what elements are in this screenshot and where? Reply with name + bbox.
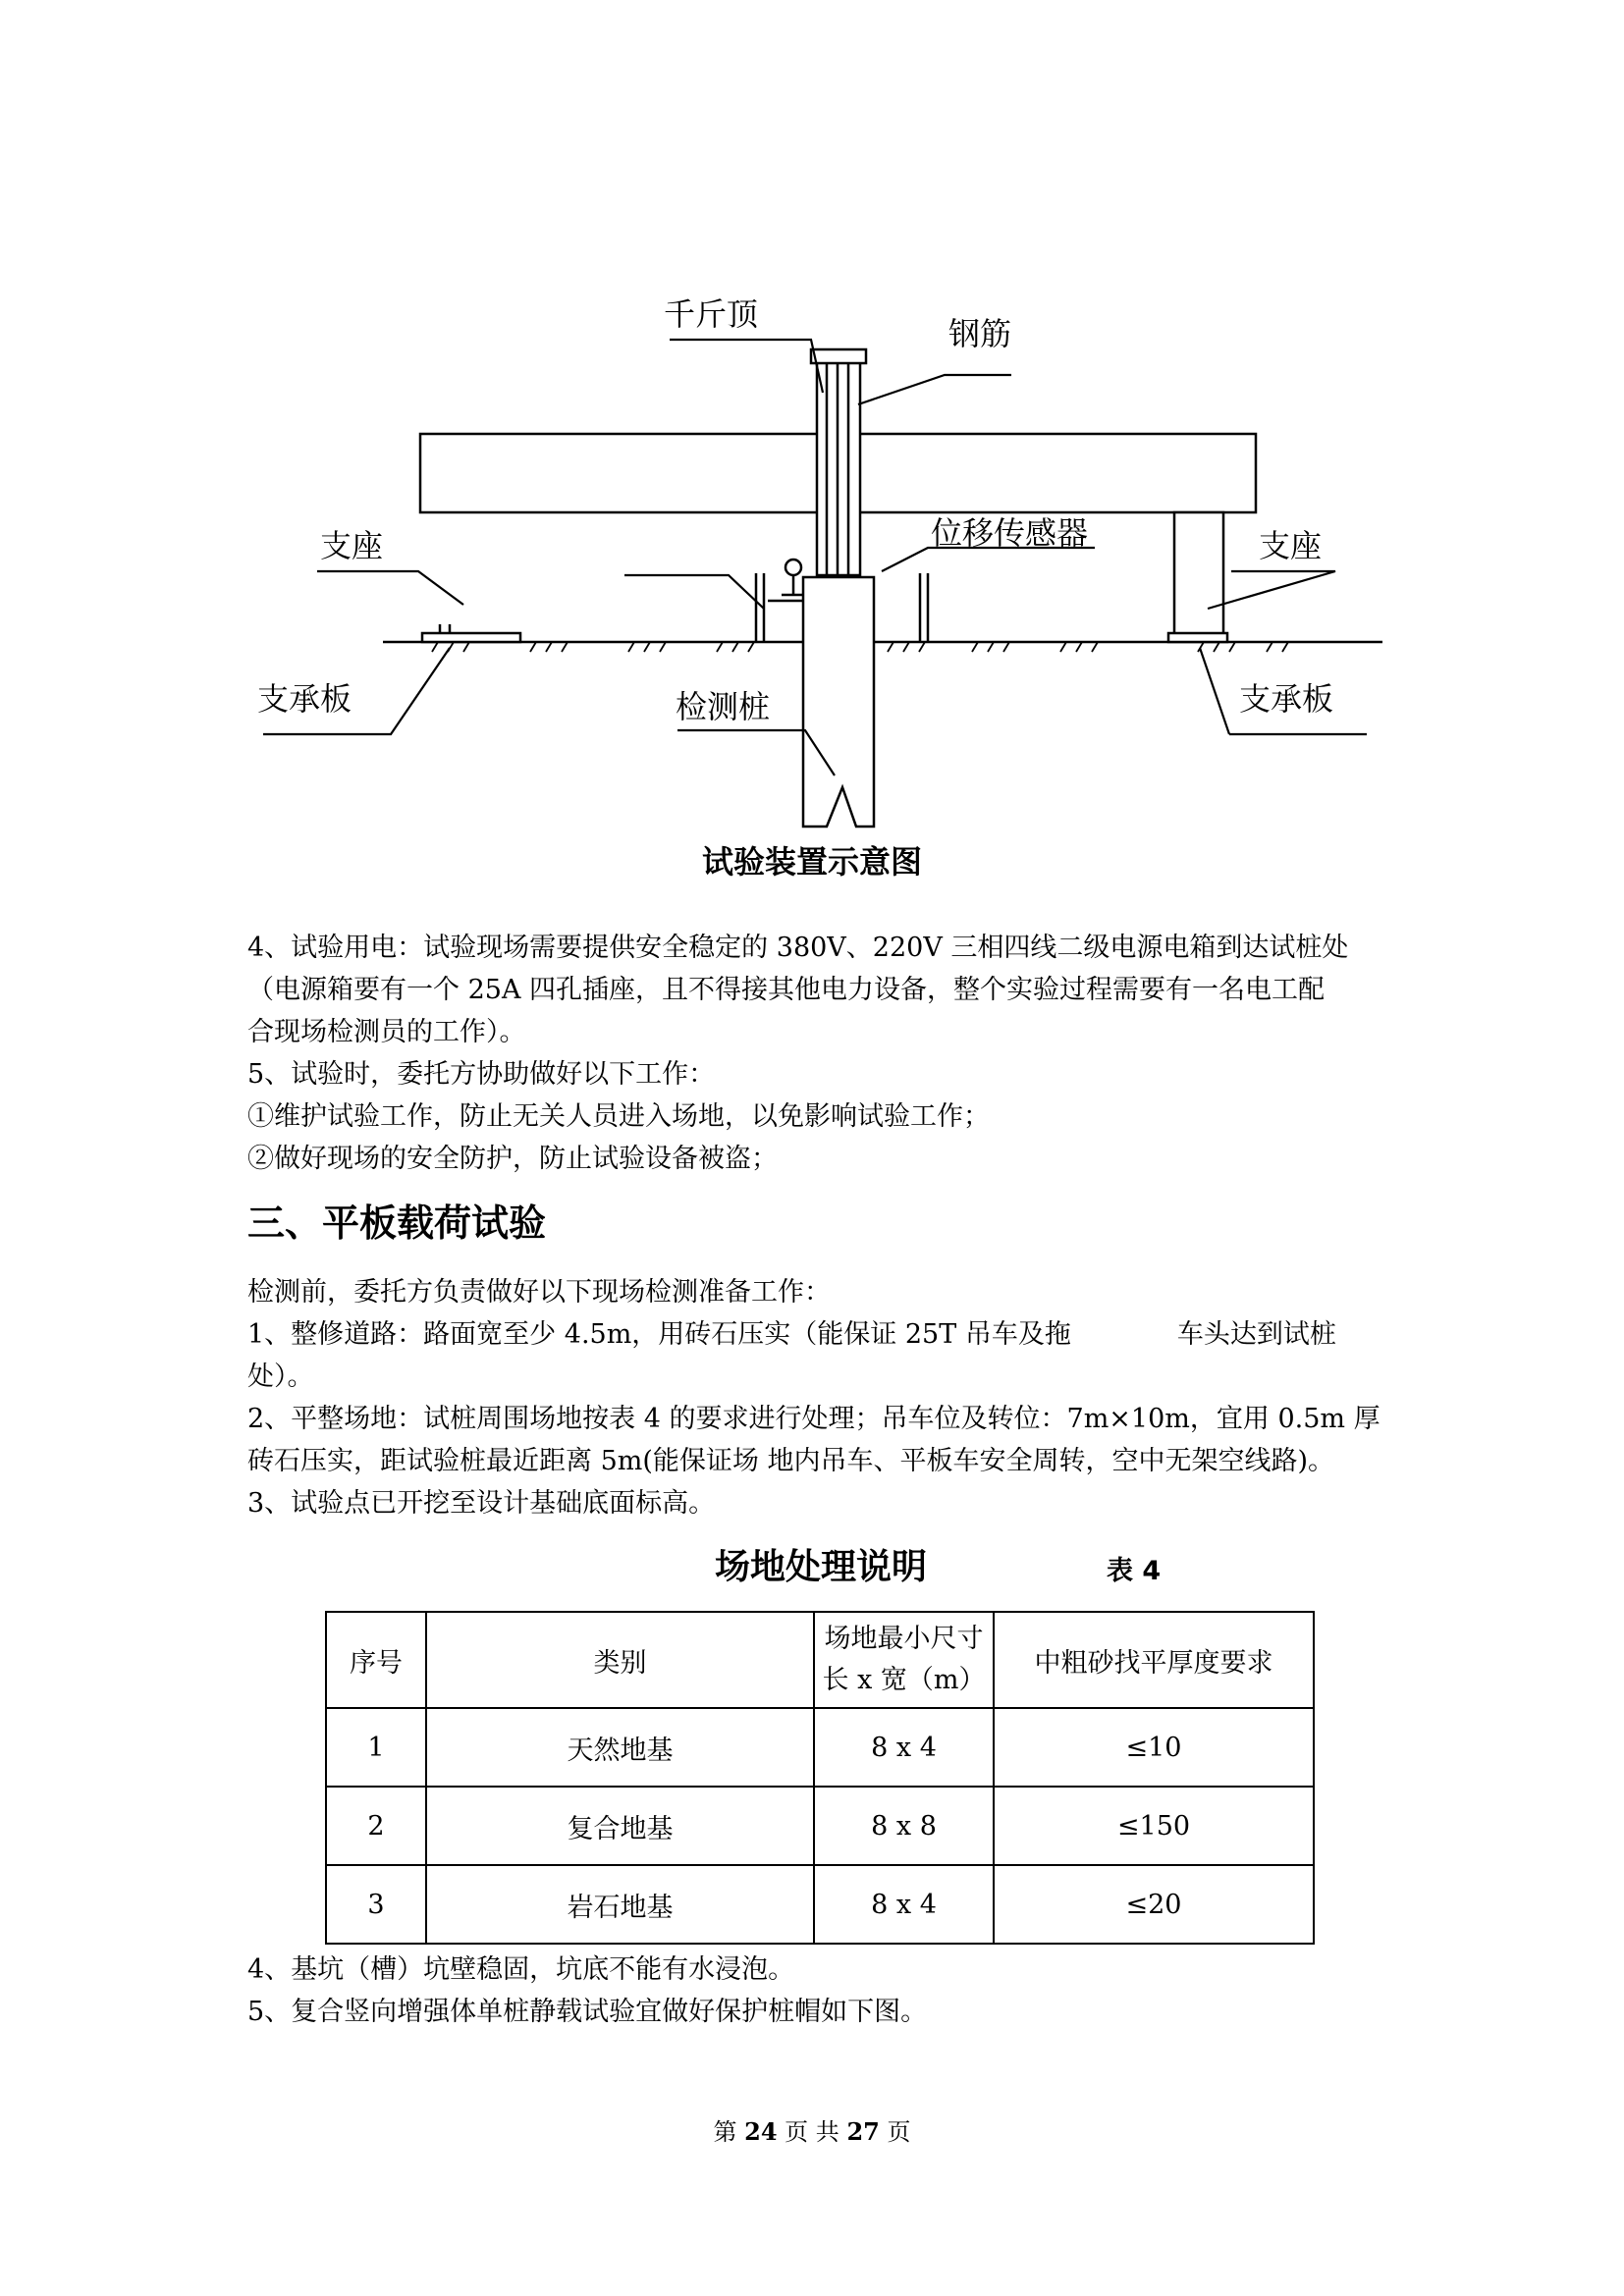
table-cell: ≤20: [994, 1865, 1314, 1944]
paragraph-line: 3、试验点已开挖至设计基础底面标高。: [247, 1488, 716, 1519]
table-number: 表 4: [1107, 1556, 1162, 1586]
table-cell: 天然地基: [426, 1708, 814, 1787]
table-cell: 8 x 4: [814, 1865, 994, 1944]
site-treatment-table: [325, 1611, 1315, 1945]
paragraph-line: ②做好现场的安全防护，防止试验设备被盗；: [247, 1144, 778, 1174]
label-jack: 千斤顶: [664, 295, 759, 333]
label-support-left: 支座: [320, 527, 384, 564]
table-header-cell: 中粗砂找平厚度要求: [994, 1612, 1314, 1708]
paragraph-line: （电源箱要有一个 25A 四孔插座，且不得接其他电力设备，整个实验过程需要有一名电工配: [247, 975, 1326, 1005]
footer-middle: 页 共: [777, 2118, 847, 2146]
table-cell: 2: [326, 1787, 426, 1865]
table-title: 场地处理说明: [715, 1547, 928, 1587]
paragraph-line: 砖石压实，距试验桩最近距离 5m(能保证场 地内吊车、平板车安全周转，空中无架空线路)。: [247, 1446, 1335, 1476]
dial-gauge-icon: [785, 560, 801, 575]
page-footer: [0, 2116, 1624, 2148]
table-row: [326, 1787, 1314, 1865]
table-header-cell: 序号: [326, 1612, 426, 1708]
table-cell: 岩石地基: [426, 1865, 814, 1944]
test-apparatus-diagram: [0, 0, 1624, 844]
paragraph-line: 5、试验时，委托方协助做好以下工作：: [247, 1059, 716, 1090]
paragraph-line: 处）。: [247, 1362, 314, 1392]
bearing-plate-left: [422, 633, 520, 642]
table-cell: ≤10: [994, 1708, 1314, 1787]
table-header-cell: 类别: [426, 1612, 814, 1708]
paragraph-line: 合现场检测员的工作）。: [247, 1017, 526, 1047]
label-displacement-sensor: 位移传感器: [931, 514, 1089, 552]
table-cell: ≤150: [994, 1787, 1314, 1865]
paragraph-line: 1、整修道路：路面宽至少 4.5m，用砖石压实（能保证 25T 吊车及拖 车头达到试桩: [247, 1319, 1336, 1350]
table-header-line: 场地最小尺寸: [824, 1624, 984, 1654]
table-cell: 8 x 8: [814, 1787, 994, 1865]
paragraph-line: 检测前，委托方负责做好以下现场检测准备工作：: [247, 1277, 831, 1308]
section-heading: 三、平板载荷试验: [247, 1201, 547, 1245]
paragraph-line: 4、基坑（槽）坑壁稳固，坑底不能有水浸泡。: [247, 1954, 795, 1985]
paragraph-line: 5、复合竖向增强体单桩静载试验宜做好保护桩帽如下图。: [247, 1997, 928, 2027]
label-support-right: 支座: [1259, 527, 1323, 564]
table-cell: 3: [326, 1865, 426, 1944]
label-bearing-plate-left: 支承板: [257, 680, 352, 718]
bearing-plate-right: [1168, 633, 1227, 642]
table-cell: 8 x 4: [814, 1708, 994, 1787]
table-header-row: [326, 1612, 1314, 1708]
label-test-pile: 检测桩: [676, 688, 771, 725]
label-rebar: 钢筋: [948, 315, 1012, 352]
paragraph-line: 4、试验用电：试验现场需要提供安全稳定的 380V、220V 三相四线二级电源电箱到达试桩处: [247, 933, 1349, 963]
table-row: [326, 1865, 1314, 1944]
support-column-right: [1174, 512, 1223, 634]
table-cell: 复合地基: [426, 1787, 814, 1865]
paragraph-line: ①维护试验工作，防止无关人员进入场地，以免影响试验工作；: [247, 1101, 990, 1132]
footer-total-pages: 27: [846, 2117, 880, 2146]
table-cell: 1: [326, 1708, 426, 1787]
footer-page-number: 24: [744, 2117, 778, 2146]
test-pile-shape: [803, 577, 874, 827]
table-header-cell: [814, 1612, 994, 1708]
diagram-caption: 试验装置示意图: [701, 843, 922, 881]
paragraph-line: 2、平整场地：试桩周围场地按表 4 的要求进行处理；吊车位及转位：7m×10m，宜用 0.5m 厚: [247, 1404, 1380, 1434]
table-header-line: 长 x 宽（m）: [822, 1665, 986, 1695]
footer-suffix: 页: [879, 2118, 911, 2146]
jack-head: [811, 349, 866, 363]
table-row: [326, 1708, 1314, 1787]
label-bearing-plate-right: 支承板: [1239, 680, 1334, 718]
footer-prefix: 第: [713, 2118, 745, 2146]
